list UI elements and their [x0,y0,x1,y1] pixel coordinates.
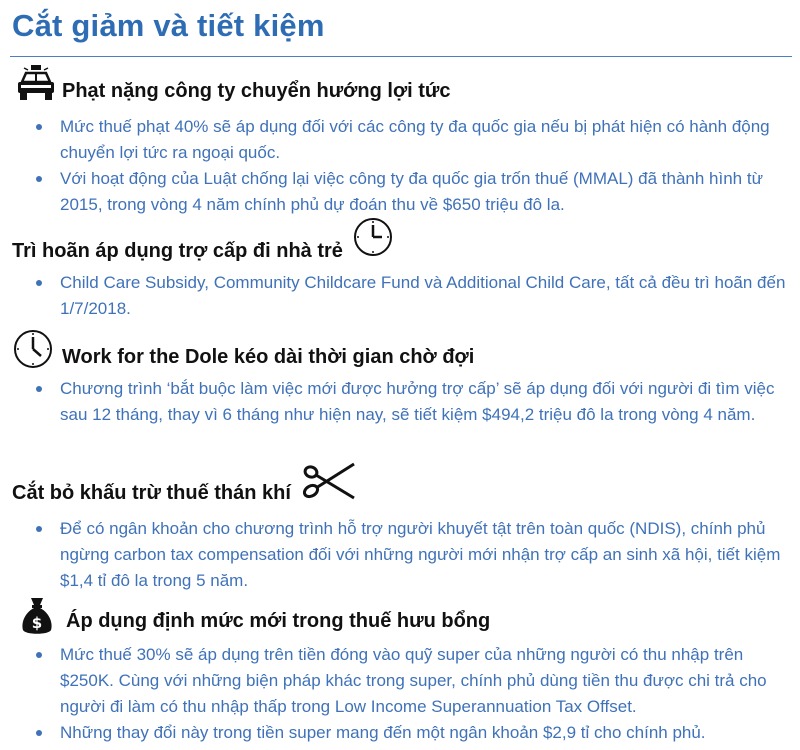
bullet-list [30,114,790,218]
bullet-list [30,642,790,746]
list-item: Chương trình ‘bắt buộc làm việc mới được hưởng trợ cấp’ sẽ áp dụng đối với người đi tìm việc sau 12 tháng, thay vì 6 tháng như hiện nay, sẽ tiết kiệm $494,2 triệu đô la trong vòng 4 năm. [30,376,790,428]
list-item: Mức thuế 30% sẽ áp dụng trên tiền đóng vào quỹ super của những người có thu nhập trên $250K. Cùng với những biện pháp khác trong super, chính phủ dùng tiền thu được chi trả cho người đi làm có thu nhập thấp trong Low Income Superannuation Tax Offset. [30,642,790,720]
svg-text:$: $ [31,614,43,632]
section-heading: Phạt nặng công ty chuyển hướng lợi tức [62,80,451,102]
police-car-icon [16,64,56,107]
bullet-list [30,376,790,428]
section-heading: Cắt bỏ khấu trừ thuế thán khí [12,482,291,504]
bullet-list [30,270,790,322]
page-title: Cắt giảm và tiết kiệm [12,8,325,43]
bullet-list [30,516,790,594]
clock-icon [352,216,394,263]
section-heading: Áp dụng định mức mới trong thuế hưu bổng [66,610,491,632]
clock-icon [12,328,54,375]
section-heading: Trì hoãn áp dụng trợ cấp đi nhà trẻ [12,240,343,262]
list-item: Để có ngân khoản cho chương trình hỗ trợ người khuyết tật trên toàn quốc (NDIS), chính phủ ngừng carbon tax compensation đối với những người mới nhận trợ cấp an sinh xã hội, tiết kiệm $1,4 tỉ đô la trong 5 năm. [30,516,790,594]
list-item: Mức thuế phạt 40% sẽ áp dụng đối với các công ty đa quốc gia nếu bị phát hiện có hành động chuyển lợi tức ra ngoại quốc. [30,114,790,166]
scissors-icon [300,458,356,509]
section-heading: Work for the Dole kéo dài thời gian chờ đợi [62,346,475,368]
money-bag-icon [20,596,54,641]
list-item: Child Care Subsidy, Community Childcare Fund và Additional Child Care, tất cả đều trì hoãn đến 1/7/2018. [30,270,790,322]
list-item: Những thay đổi này trong tiền super mang đến một ngân khoản $2,9 tỉ cho chính phủ. [30,720,790,746]
list-item: Với hoạt động của Luật chống lại việc công ty đa quốc gia trốn thuế (MMAL) đã thành hình từ 2015, trong vòng 4 năm chính phủ dự đoán thu về $650 triệu đô la. [30,166,790,218]
title-divider [10,56,792,57]
